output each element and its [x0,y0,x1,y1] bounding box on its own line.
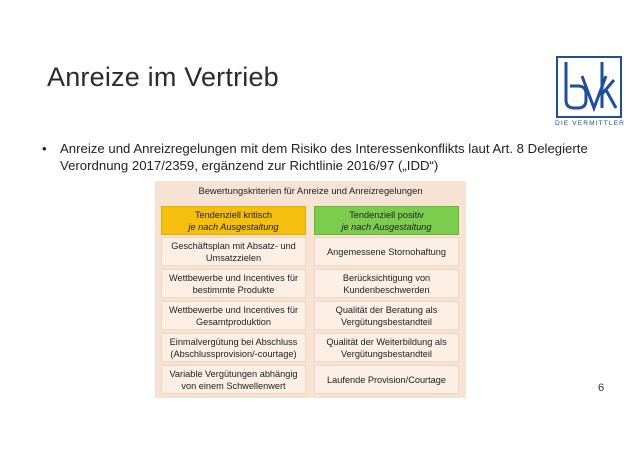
positive-header-subtitle: je nach Ausgestaltung [341,221,432,232]
critical-item [161,333,306,362]
critical-header [161,206,306,235]
critical-item [161,301,306,330]
bvk-logo-icon [556,56,622,118]
critical-header-title: Tendenziell kritisch [194,209,273,220]
critical-item-line: Wettbewerbe und Incentives für [168,272,299,283]
critical-item-line: Umsatzzielen [205,252,262,263]
critical-header-subtitle: je nach Ausgestaltung [188,221,279,232]
critical-item-line: Gesamtproduktion [195,316,272,327]
positive-item-line: Vergütungsbestandteil [341,348,432,359]
critical-item-line: bestimmte Produkte [192,284,275,295]
positive-item [314,333,459,362]
critical-item-line: Einmalvergütung bei Abschluss [169,336,298,347]
critical-item [161,237,306,266]
positive-item [314,237,459,266]
criteria-table [155,181,466,398]
bullet-point [42,140,602,174]
positive-item-line: Angemessene Stornohaftung [326,246,446,257]
criteria-heading: Bewertungskriterien für Anreize und Anreizregelungen [198,185,423,196]
positive-item [314,365,459,394]
critical-item-line: Wettbewerbe und Incentives für [168,304,299,315]
positive-item-line: Qualität der Weiterbildung als [326,336,447,347]
critical-item-line: Geschäftsplan mit Absatz- und [171,240,296,251]
positive-item-line: Berücksichtigung von [342,272,431,283]
positive-item-line: Vergütungsbestandteil [341,316,432,327]
critical-item [161,365,306,394]
positive-item [314,301,459,330]
critical-item [161,269,306,298]
slide-title: Anreize im Vertrieb [47,62,279,92]
critical-item-line: Variable Vergütungen abhängig [169,368,298,379]
positive-item-line: Qualität der Beratung als [335,304,438,315]
critical-item-line: (Abschlussprovision/-courtage) [170,348,297,359]
page-number: 6 [598,382,605,394]
critical-item-line: von einem Schwellenwert [181,380,286,391]
positive-header [314,206,459,235]
positive-header-title: Tendenziell positiv [349,209,424,220]
positive-item-line: Kundenbeschwerden [343,284,430,295]
logo-text: DIE VERMITTLER [555,120,625,127]
positive-item-line: Laufende Provision/Courtage [326,374,446,385]
bullet-text: Anreize und Anreizregelungen mit dem Risiko des Interessenkonflikts laut Art. 8 Delegierte Verordnung 2017/2359, ergänzend zur Richtlinie 2016/97 („IDD“) [60,141,588,173]
bullet-dot-icon: • [42,141,47,156]
positive-item [314,269,459,298]
